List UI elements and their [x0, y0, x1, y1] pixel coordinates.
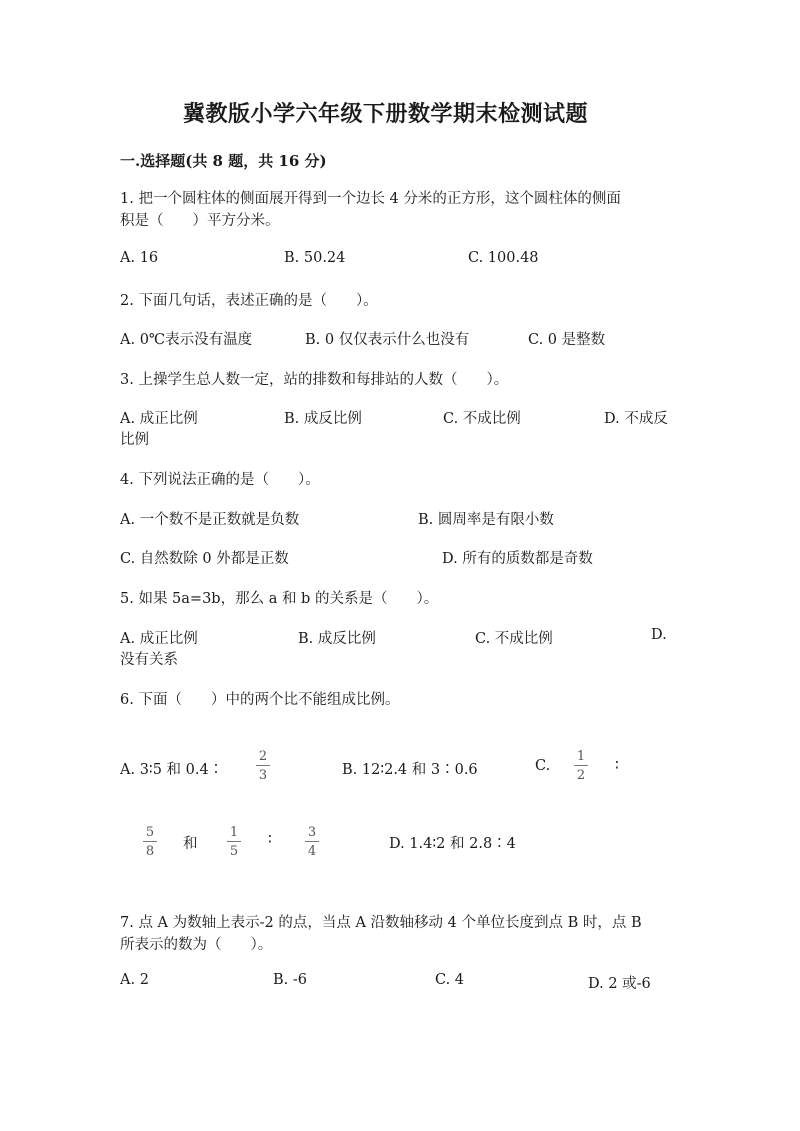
fraction: 1 5	[227, 826, 241, 858]
option-d: D. 所有的质数都是奇数	[442, 551, 593, 567]
option-a: A. 3∶5 和 0.4∶	[120, 762, 224, 778]
option-d: D. 1.4∶2 和 2.8∶4	[389, 836, 516, 852]
fraction: 1 2	[574, 750, 588, 782]
question-text: 2. 下面几句话，表述正确的是（ ）。	[120, 293, 378, 309]
option-c: C. 不成比例	[475, 631, 553, 647]
question-text: 6. 下面（ ）中的两个比不能组成比例。	[120, 692, 400, 708]
option-a: A. 16	[120, 250, 159, 266]
option-d-continued: 没有关系	[120, 652, 178, 668]
conjunction-text: 和	[183, 836, 198, 852]
option-b: B. 50.24	[284, 250, 346, 266]
option-c: C.	[535, 758, 551, 774]
option-b: B. -6	[273, 972, 307, 988]
option-c: C. 4	[435, 972, 465, 988]
option-b: B. 成反比例	[284, 411, 362, 427]
question-text: 4. 下列说法正确的是（ ）。	[120, 472, 320, 488]
question-text: 5. 如果 5a=3b，那么 a 和 b 的关系是（ ）。	[120, 591, 439, 607]
option-a: A. 成正比例	[120, 631, 198, 647]
option-a: A. 0℃表示没有温度	[120, 332, 253, 348]
option-d: D.	[651, 627, 667, 643]
question-text: 1. 把一个圆柱体的侧面展开得到一个边长 4 分米的正方形，这个圆柱体的侧面	[120, 191, 621, 207]
option-b: B. 圆周率是有限小数	[418, 512, 554, 528]
section-heading: 一.选择题(共 8 题，共 16 分)	[120, 152, 327, 170]
option-c: C. 0 是整数	[528, 332, 606, 348]
question-text: 7. 点 A 为数轴上表示-2 的点，当点 A 沿数轴移动 4 个单位长度到点 B 时，点 B	[120, 915, 642, 931]
option-d: D. 2 或-6	[588, 976, 651, 992]
option-c: C. 自然数除 0 外都是正数	[120, 551, 289, 567]
question-text: 3. 上操学生总人数一定，站的排数和每排站的人数（ ）。	[120, 372, 509, 388]
option-b: B. 成反比例	[298, 631, 376, 647]
option-a: A. 成正比例	[120, 411, 198, 427]
option-b: B. 0 仅仅表示什么也没有	[305, 332, 470, 348]
option-a: A. 2	[120, 972, 149, 988]
fraction: 3 4	[305, 826, 319, 858]
question-text: 积是（ ）平方分米。	[120, 213, 280, 229]
question-text: 所表示的数为（ ）。	[120, 937, 273, 953]
page-title: 冀教版小学六年级下册数学期末检测试题	[183, 101, 589, 127]
option-b: B. 12∶2.4 和 3∶0.6	[342, 762, 478, 778]
fraction: 2 3	[256, 750, 270, 782]
option-c: C. 不成比例	[443, 411, 521, 427]
option-a: A. 一个数不是正数就是负数	[120, 512, 300, 528]
fraction: 5 8	[143, 826, 157, 858]
ratio-colon: ∶	[268, 832, 272, 848]
option-c: C. 100.48	[468, 250, 539, 266]
option-d-continued: 比例	[120, 432, 149, 448]
option-d: D. 不成反	[604, 411, 668, 427]
ratio-colon: ∶	[615, 758, 619, 774]
